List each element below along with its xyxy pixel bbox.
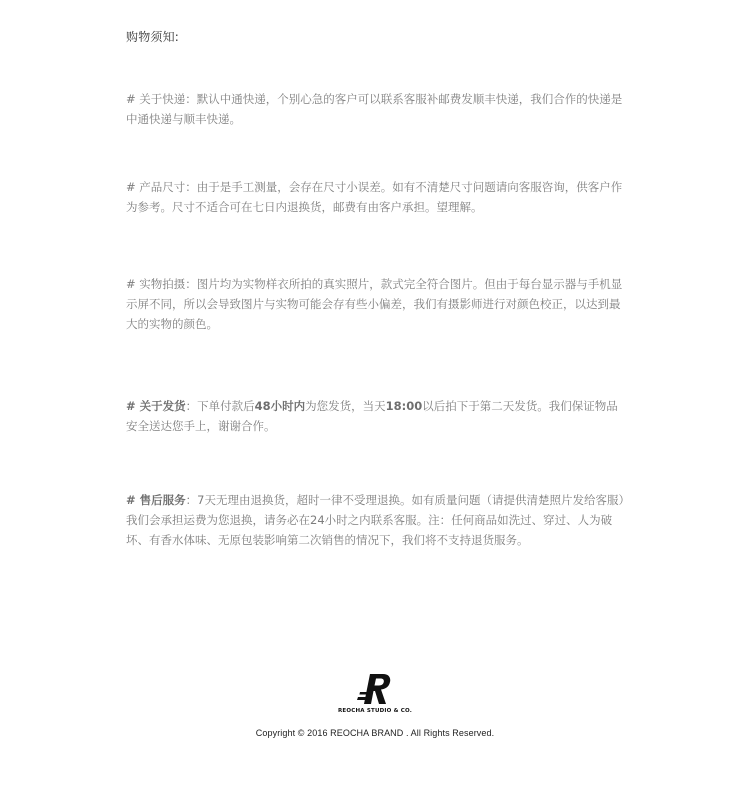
size-notice-text: # 产品尺寸：由于是手工测量，会存在尺寸小误差。如有不清楚尺寸问题请向客服咨询，供客户作为参考。尺寸不适合可在七日内退换货，邮费有由客户承担。望理解。 xyxy=(126,180,623,214)
delivery-notice-label: # 关于发货 xyxy=(126,399,186,413)
size-notice xyxy=(126,177,626,217)
delivery-notice xyxy=(126,396,626,436)
after-sales-notice xyxy=(126,490,626,550)
shipping-notice-text: # 关于快递：默认中通快递，个别心急的客户可以联系客服补邮费发顺丰快递，我们合作的快递是中通快递与顺丰快递。 xyxy=(126,92,623,126)
delivery-notice-text-1: ：下单付款后 xyxy=(185,399,255,413)
delivery-notice-text-3: 以后拍下于第二天发货。我们保证物品安全送达您手上，谢谢合作。 xyxy=(126,399,618,433)
reocha-r-logo-icon xyxy=(355,668,395,708)
page-title: 购物须知: xyxy=(126,30,180,44)
after-sales-text: ：7天无理由退换货，超时一律不受理退换。如有质量问题（请提供清楚照片发给客服）我们会承担运费为您退换，请务必在24小时之内联系客服。注：任何商品如洗过、穿过、人为破坏、有香水体味、无原包装影响第二次销售的情况下，我们将不支持退货服务。 xyxy=(126,493,625,547)
delivery-notice-text-2: 为您发货，当天 xyxy=(305,399,386,413)
footer xyxy=(0,668,750,738)
photo-notice xyxy=(126,274,626,334)
delivery-notice-cutoff: 18:00 xyxy=(385,399,423,413)
photo-notice-text: # 实物拍摄：图片均为实物样衣所拍的真实照片，款式完全符合图片。但由于每台显示器与手机显示屏不同，所以会导致图片与实物可能会存有些小偏差，我们有摄影师进行对颜色校正，以达到最大的实物的颜色。 xyxy=(126,277,623,331)
shipping-notice xyxy=(126,89,626,129)
copyright-text: Copyright © 2016 REOCHA BRAND . All Rights Reserved. xyxy=(255,728,495,738)
delivery-notice-hours: 48小时内 xyxy=(254,399,306,413)
logo-wordmark: REOCHA STUDIO & CO. xyxy=(337,708,413,714)
after-sales-label: # 售后服务 xyxy=(126,493,186,507)
